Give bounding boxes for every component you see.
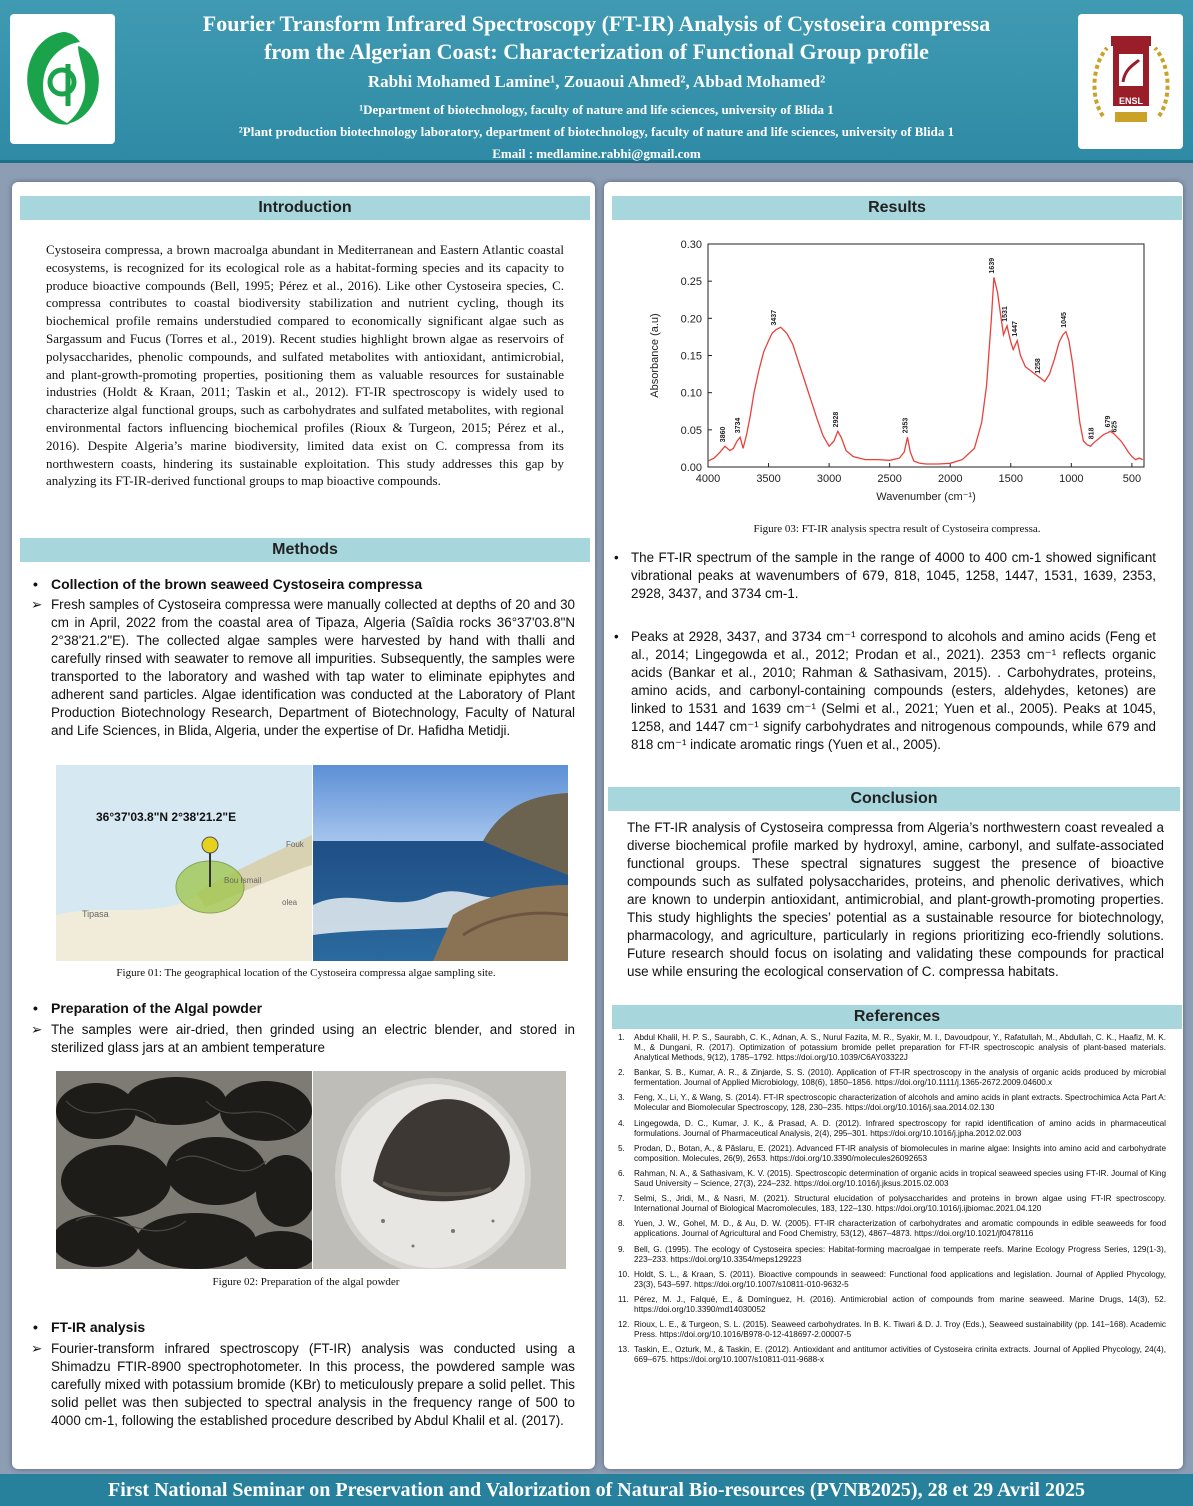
reference-number: 2. [618, 1068, 625, 1078]
poster-title [130, 10, 1063, 66]
reference-text: Taskin, E., Ozturk, M., & Taskin, E. (2012). Antioxidant and antitumor activities of Cystoseira crinita extracts. Journal of Applied Phycology, 24(4), 669–675. https://doi.org/10.1007/s10811-011-9688-x [634, 1345, 1166, 1365]
reference-item [618, 1093, 1166, 1113]
peak-label: 1045 [1060, 312, 1068, 328]
map-place-label: Fouk [286, 840, 304, 849]
conclusion-text: The FT-IR analysis of Cystoseira compressa from Algeria’s northwestern coast revealed a diverse biochemical profile marked by hydroxyl, amine, carbonyl, and sulfate-associated functional groups. These spectral signatures suggest the presence of bioactive compounds such as sulfated polysaccharides, proteins, and phenolic derivatives, which are known to underpin antioxidant, antimicrobial, and plant-growth-promoting properties. This study highlights the species’ potential as a sustainable resource for biotechnology, pharmacology, and agriculture, particularly in regions prioritizing eco-friendly solutions. Future research should focus on isolating and validating these compounds for practical use while ensuring the ecological conservation of C. compressa habitats. [627, 820, 1164, 979]
y-axis-label: Absorbance (a.u) [649, 313, 661, 398]
sampling-site-map [56, 765, 312, 961]
chart-axes [681, 239, 1144, 485]
y-tick-label: 0.10 [680, 387, 702, 400]
reference-number: 7. [618, 1194, 625, 1204]
reference-item [618, 1320, 1166, 1340]
reference-item [618, 1295, 1166, 1315]
ensl-logo-text: ENSL [1118, 95, 1143, 106]
algal-powder-photo [313, 1071, 566, 1269]
ftir-title: FT-IR analysis [51, 1319, 146, 1335]
reference-item [618, 1033, 1166, 1063]
poster-header [0, 0, 1193, 163]
x-tick-label: 3500 [756, 473, 781, 485]
ftir-text: Fourier-transform infrared spectroscopy (FT-IR) analysis was conducted using a Shimadzu FTIR-8900 spectrophotometer. In this process, the powdered sample was carefully mixed with potassium bromide (KBr) to meticulously prepare a solid pellet. This solid pellet was then subjected to spectral analysis in the frequency range of 500 to 4000 cm-1, following the established procedure described by Abdul Khalil et al. (2017). [51, 1341, 575, 1428]
x-tick-label: 500 [1122, 473, 1142, 485]
peak-label: 1447 [1012, 321, 1020, 337]
prep-title: Preparation of the Algal powder [51, 1000, 263, 1016]
figure2-caption: Figure 02: Preparation of the algal powder [212, 1276, 400, 1288]
reference-text: Pérez, M. J., Falqué, E., & Domínguez, H. (2016). Antimicrobial action of compounds from marine seaweed. Marine Drugs, 14(3), 52. https://doi.org/10.3390/md14030052 [634, 1294, 1166, 1314]
peak-label: 3860 [719, 426, 727, 443]
arrow-bullet-icon: ➢ [31, 597, 43, 612]
reference-number: 8. [618, 1219, 625, 1229]
peak-label: 3437 [771, 309, 779, 326]
reference-number: 5. [618, 1143, 625, 1153]
reference-item [618, 1169, 1166, 1189]
reference-number: 12. [618, 1320, 630, 1330]
x-tick-label: 1000 [1059, 473, 1084, 485]
ftir-bullet: • [33, 1319, 38, 1335]
reference-item [618, 1068, 1166, 1088]
reference-text: Abdul Khalil, H. P. S., Saurabh, C. K., Adnan, A. S., Nurul Fazita, M. R., Syakir, M. I., Davoudpour, Y., Rafatullah, M., Abdullah, C. K., Haafiz, M. K. M., & Dungani, R. (2017). Optimization of potassium bromide pellet preparation for FT-IR spectroscopic analysis of plant-based materials. Analytical Methods, 9(12), 1785–1792. https://doi.org/10.1039/C6AY03322J [634, 1033, 1166, 1062]
email: Email : medlamine.rabhi@gmail.com [492, 146, 701, 161]
arrow-bullet-icon: ➢ [31, 1022, 43, 1037]
y-tick-label: 0.30 [680, 239, 702, 251]
reference-number: 3. [618, 1093, 625, 1103]
map-place-label: Bou Ismail [224, 876, 262, 885]
collection-bullet: • [33, 576, 38, 592]
reference-item [618, 1144, 1166, 1164]
authors: Rabhi Mohamed Lamine¹, Zouaoui Ahmed², Abbad Mohamed² [367, 72, 826, 91]
university-logo [10, 14, 115, 144]
peak-label: 1639 [988, 257, 996, 274]
reference-text: Prodan, D., Botan, A., & Păslaru, E. (2021). Advanced FT-IR analysis of biomolecules in marine algae: Insights into amino acid and carbohydrate composition. Molecules, 26(9), 2653. https://doi.org/10.3390/molecules26092653 [634, 1143, 1166, 1163]
y-tick-label: 0.15 [680, 350, 702, 363]
collection-text: Fresh samples of Cystoseira compressa were manually collected at depths of 20 and 30 cm in April, 2022 from the coastal area of Tipaza, Algeria (Saîdia rocks 36°37'03.8"N 2°38'21.2"E). The collected algae samples were harvested by hand with thalli and carefully rinsed with seawater to remove all impurities. Subsequently, the samples were transported to the laboratory and washed with tap water to eliminate epiphytes and adherent sand particles. Algae identification was conducted at the Laboratory of Plant Production Biotechnology Research, Department of Biotechnology, Faculty of Natural and Life Sciences, in Blida, Algeria, under the expertise of Dr. Hafidha Metidji. [51, 597, 575, 738]
prep-text: The samples were air-dried, then grinded using an electric blender, and stored in sterilized glass jars at an ambient temperature [51, 1022, 575, 1055]
prep-bullet: • [33, 1000, 38, 1016]
footer-banner: First National Seminar on Preservation and Valorization of Natural Bio-resources (PVNB2025), 28 et 29 Avril 2025 [0, 1474, 1193, 1506]
peak-label: 1531 [1002, 306, 1010, 322]
reference-number: 10. [618, 1269, 630, 1279]
reference-item [618, 1245, 1166, 1265]
arrow-bullet-icon: ➢ [31, 1341, 43, 1356]
y-tick-label: 0.20 [680, 313, 702, 326]
reference-text: Feng, X., Li, Y., & Wang, S. (2014). FT-IR spectroscopic characterization of alcohols and amino acids in plant extracts. Spectrochimica Acta Part A: Molecular and Biomolecular Spectroscopy, 128, 230–235. https://doi.org/10.1016/j.saa.2014.02.130 [634, 1093, 1166, 1113]
reference-number: 13. [618, 1345, 630, 1355]
ensl-emblem-icon [1085, 20, 1177, 144]
x-tick-label: 2000 [937, 473, 963, 485]
peak-label: 679 [1105, 415, 1113, 428]
x-tick-label: 1500 [998, 473, 1024, 485]
affiliation-2: ²Plant production biotechnology laboratory, department of biotechnology, faculty of nature and life sciences, university of Blida 1 [238, 124, 955, 139]
introduction-text: Cystoseira compressa, a brown macroalga abundant in Mediterranean and Eastern Atlantic coastal ecosystems, is recognized for its ecological role as a habitat-forming species and its capacity to produce bioactive compounds (Bell, 1995; Pérez et al., 2016). Like other Cystoseira species, C. compressa contributes to coastal biodiversity stabilization and nutrient cycling, though its biochemical profile remains understudied compared to economically significant algae such as Sargassum and Fucus (Torres et al., 2019). Recent studies highlight brown algae as reservoirs of polysaccharides, phenolic compounds, and sulfated metabolites with antioxidant, antimicrobial, and plant-growth-promoting properties, positioning them as valuable resources for sustainable industries (Holdt & Kraan, 2011; Taskin et al., 2012). FT-IR spectroscopy is widely used to characterize algal functional groups, such as carbohydrates and sulfated metabolites, with regional environmental factors influencing biochemical profiles (Rioux & Turgeon, 2015; Pérez et al., 2016). Despite Algeria’s marine biodiversity, limited data exist on C. compressa from its northwestern coasts, hindering its sustainable exploitation. This study addresses this gap by analyzing its FT-IR-derived functional groups to map bioactive compounds. [46, 242, 564, 489]
peak-label: 1258 [1035, 358, 1043, 374]
coast-photo-graphic [313, 765, 568, 961]
leaf-logo-icon [18, 24, 108, 134]
reference-item [618, 1345, 1166, 1365]
reference-text: Lingegowda, D. C., Kumar, J. K., & Prasad, A. D. (2012). Infrared spectroscopy for rapid identification of amino acids in pharmaceutical formulations. Journal of Pharmaceutical Analysis, 2(4), 295–301. https://doi.org/10.1016/j.jpha.2012.02.003 [634, 1118, 1166, 1138]
algal-powder-graphic [313, 1071, 566, 1269]
peak-label: 818 [1088, 427, 1096, 440]
spectrum-line [708, 277, 1143, 464]
plot-frame [708, 244, 1144, 467]
dried-algae-graphic [56, 1071, 312, 1269]
reference-number: 1. [618, 1033, 625, 1042]
references-heading: References [612, 1005, 1182, 1029]
reference-text: Holdt, S. L., & Kraan, S. (2011). Bioactive compounds in seaweed: Functional food applications and legislation. Journal of Applied Phycology, 23(3), 543–597. https://doi.org/10.1007/s10811-010-9632-5 [634, 1269, 1166, 1289]
peak-label: 2928 [832, 411, 840, 428]
ensl-logo [1078, 14, 1183, 149]
map-place-label: Tipasa [82, 909, 109, 919]
results-bullet-1: The FT-IR spectrum of the sample in the range of 4000 to 400 cm-1 showed significant vibrational peaks at wavenumbers of 679, 818, 1045, 1258, 1447, 1531, 1639, 2353, 2928, 3437, and 3734 cm-1. [631, 550, 1156, 601]
peak-label: 625 [1111, 420, 1119, 433]
figure1-caption: Figure 01: The geographical location of the Cystoseira compressa algae sampling site. [116, 967, 496, 979]
x-tick-label: 4000 [695, 473, 721, 485]
map-coordinates-label: 36°37'03.8"N 2°38'21.2"E [96, 810, 237, 824]
x-tick-label: 3000 [816, 473, 842, 485]
reference-item [618, 1270, 1166, 1290]
map-place-label: olea [282, 898, 298, 907]
results-heading: Results [612, 196, 1182, 220]
y-tick-label: 0.25 [680, 276, 702, 289]
y-tick-label: 0.00 [680, 462, 702, 474]
reference-text: Yuen, J. W., Gohel, M. D., & Au, D. W. (2005). FT-IR characterization of carbohydrates and aromatic compounds in edible seaweeds for food applications. Journal of Agricultural and Food Chemistry, 53(12), 4867–4873. https://doi.org/10.1021/jf0478116 [634, 1219, 1166, 1239]
title-line-1: Fourier Transform Infrared Spectroscopy (FT-IR) Analysis of Cystoseira compressa [202, 11, 991, 36]
figure3-caption: Figure 03: FT-IR analysis spectra result of Cystoseira compressa. [753, 523, 1041, 535]
map-graphic [56, 765, 312, 961]
results-bullet-2: Peaks at 2928, 3437, and 3734 cm⁻¹ correspond to alcohols and amino acids (Feng et al., 2014; Lingegowda et al., 2012; Prodan et al., 2021). 2353 cm⁻¹ reflects organic acids (Bankar et al., 2010; Rahman & Sathasivam, 2015). . Carbohydrates, proteins, amino acids, and carbonyl-containing compounds (esters, aldehydes, ketones) are linked to 1531 and 1639 cm⁻¹ (Selmi et al., 2021; Yuen et al., 2005). Peaks at 1045, 1258, and 1447 cm⁻¹ signify carbohydrates and nitrogenous compounds, while 679 and 818 cm⁻¹ indicate aromatic rings (Yuen et al., 2005). [631, 629, 1156, 752]
y-tick-label: 0.05 [680, 424, 702, 437]
x-axis-label: Wavenumber (cm⁻¹) [876, 491, 976, 503]
results-bullet-2-marker: • [614, 629, 619, 644]
coast-photo [313, 765, 568, 961]
reference-number: 9. [618, 1244, 625, 1254]
introduction-heading: Introduction [20, 196, 590, 220]
affiliation-1: ¹Department of biotechnology, faculty of nature and life sciences, university of Blida 1 [359, 102, 834, 117]
results-bullet-1-marker: • [614, 550, 619, 565]
reference-text: Selmi, S., Jridi, M., & Nasri, M. (2021). Structural elucidation of polysaccharides and proteins in brown algae using FT-IR spectroscopy. International Journal of Biological Macromolecules, 183, 122–130. https://doi.org/10.1016/j.ijbiomac.2021.04.120 [634, 1194, 1166, 1214]
reference-text: Rioux, L. E., & Turgeon, S. L. (2015). Seaweed carbohydrates. In B. K. Tiwari & D. J. Troy (Eds.), Seaweed sustainability (pp. 141–168). Academic Press. https://doi.org/10.1016/B978-0-12-418697-2.00007-5 [634, 1320, 1166, 1340]
methods-heading: Methods [20, 538, 590, 562]
dried-algae-photo [56, 1071, 312, 1269]
reference-text: Rahman, N. A., & Sathasivam, K. V. (2015). Spectroscopic determination of organic acids in tropical seaweed species using FT-IR. Journal of King Saud University – Science, 27(3), 224–232. https://doi.org/10.1016/j.jksus.2015.02.003 [634, 1168, 1166, 1188]
reference-item [618, 1219, 1166, 1239]
peak-label: 2353 [902, 417, 910, 434]
reference-number: 4. [618, 1118, 625, 1128]
reference-item [618, 1119, 1166, 1139]
collection-title: Collection of the brown seaweed Cystoseira compressa [51, 576, 423, 592]
reference-number: 6. [618, 1168, 625, 1178]
title-line-2: from the Algerian Coast: Characterization of Functional Group profile [264, 39, 929, 64]
references-list [618, 1033, 1166, 1370]
conclusion-heading: Conclusion [608, 787, 1180, 811]
ftir-spectrum-chart [640, 230, 1160, 515]
peak-labels [720, 258, 1119, 442]
peak-label: 3734 [735, 417, 743, 434]
reference-text: Bell, G. (1995). The ecology of Cystoseira species: Habitat-forming macroalgae in temperate reefs. Marine Ecology Progress Series, 129(1-3), 223–233. https://doi.org/10.3354/meps129223 [634, 1244, 1166, 1264]
x-tick-label: 2500 [877, 473, 902, 485]
reference-number: 11. [618, 1294, 629, 1304]
reference-item [618, 1194, 1166, 1214]
reference-text: Bankar, S. B., Kumar, A. R., & Zinjarde, S. S. (2010). Application of FT-IR spectroscopy in the analysis of organic acids produced by microbial fermentation. Journal of Applied Microbiology, 108(6), 1850–1856. https://doi.org/10.1111/j.1365-2672.2009.04600.x [634, 1068, 1166, 1088]
